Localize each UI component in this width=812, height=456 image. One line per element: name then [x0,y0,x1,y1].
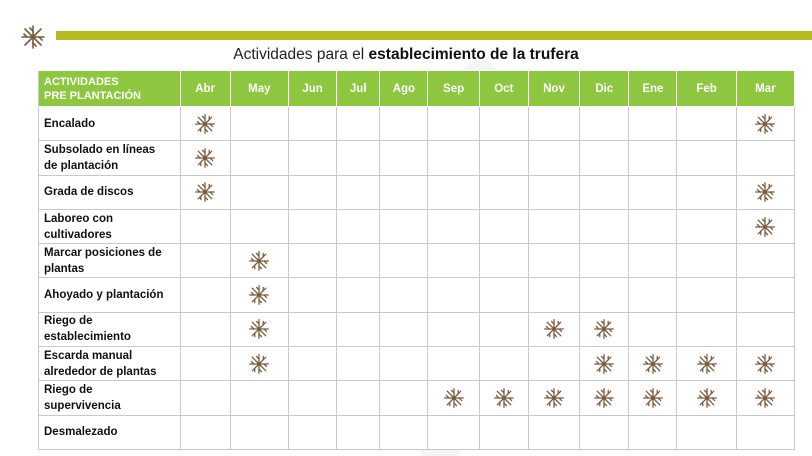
month-cell [677,244,736,278]
activity-label [39,278,181,312]
activity-label-line1: Riego de [44,315,93,328]
month-cell [380,141,428,175]
table-row [39,244,795,278]
truffle-root-icon [194,115,216,132]
truffle-root-icon [194,183,216,200]
month-cell [230,244,288,278]
month-cell [288,175,336,209]
header-month: Abr [180,71,230,107]
month-cell [629,312,677,346]
truffle-root-icon [754,218,776,235]
activity-label-line1: Riego de [44,384,93,397]
month-cell [230,347,288,381]
table-row [39,209,795,243]
month-cell [180,415,230,449]
table-row [39,141,795,175]
month-cell [428,312,479,346]
month-cell [230,175,288,209]
month-cell [428,415,479,449]
header-month: May [230,71,288,107]
truffle-root-icon [194,149,216,166]
activity-label [39,415,181,449]
truffle-root-icon [696,355,718,372]
month-cell [736,278,794,312]
month-cell [288,244,336,278]
month-cell [677,278,736,312]
month-cell [337,244,380,278]
truffle-root-icon [642,355,664,372]
activities-table [38,70,795,450]
month-cell [337,209,380,243]
month-cell [479,175,528,209]
activity-label [39,347,181,381]
table-row [39,312,795,346]
truffle-root-icon [248,286,270,303]
month-cell [528,209,579,243]
month-cell [677,415,736,449]
month-cell [677,107,736,141]
activity-label [39,381,181,415]
page-title [0,46,812,64]
activity-label [39,244,181,278]
month-cell [337,107,380,141]
month-cell [479,381,528,415]
month-cell [528,381,579,415]
activity-label-line2: plantas [44,262,85,275]
activity-label-line1: Escarda manual [44,349,133,362]
month-cell [337,312,380,346]
month-cell [230,278,288,312]
month-cell [528,175,579,209]
month-cell [288,415,336,449]
month-cell [230,381,288,415]
table-row [39,175,795,209]
month-cell [288,381,336,415]
month-cell [736,415,794,449]
month-cell [380,278,428,312]
month-cell [677,347,736,381]
activity-label-line2: supervivencia [44,400,121,413]
month-cell [428,278,479,312]
month-cell [180,244,230,278]
header-month: Ago [380,71,428,107]
month-cell [180,141,230,175]
month-cell [180,347,230,381]
activity-label-line1: Grada de discos [44,186,134,199]
header-month: Feb [677,71,736,107]
month-cell [479,312,528,346]
header-activities-line1: ACTIVIDADES [44,75,119,88]
truffle-root-icon [248,252,270,269]
month-cell [428,209,479,243]
month-cell [736,175,794,209]
month-cell [677,209,736,243]
month-cell [580,312,629,346]
month-cell [736,141,794,175]
month-cell [230,209,288,243]
truffle-root-icon [543,389,565,406]
title-bold: establecimiento de la trufera [368,46,579,63]
header-activities-line2: PRE PLANTACIÓN [44,89,141,102]
month-cell [677,141,736,175]
month-cell [528,347,579,381]
activity-label-line1: Desmalezado [44,426,118,439]
month-cell [337,278,380,312]
truffle-root-icon [593,389,615,406]
month-cell [528,244,579,278]
month-cell [479,278,528,312]
truffle-root-icon [754,389,776,406]
month-cell [736,312,794,346]
header-month: Ene [629,71,677,107]
month-cell [479,244,528,278]
activity-label-line1: Marcar posiciones de [44,246,162,259]
month-cell [528,278,579,312]
month-cell [428,141,479,175]
header-month: Sep [428,71,479,107]
activity-label-line2: establecimiento [44,331,131,344]
month-cell [380,175,428,209]
month-cell [528,415,579,449]
month-cell [479,209,528,243]
header-month: Jul [337,71,380,107]
activity-label [39,107,181,141]
truffle-root-icon [593,321,615,338]
month-cell [428,244,479,278]
header-month: Dic [580,71,629,107]
header-accent-bar [56,31,812,40]
truffle-root-icon [543,321,565,338]
month-cell [479,347,528,381]
month-cell [629,244,677,278]
truffle-root-icon [248,355,270,372]
month-cell [288,312,336,346]
month-cell [230,415,288,449]
month-cell [380,107,428,141]
month-cell [288,107,336,141]
month-cell [629,415,677,449]
header-month: Oct [479,71,528,107]
month-cell [337,347,380,381]
month-cell [629,209,677,243]
month-cell [288,278,336,312]
header-month: Mar [736,71,794,107]
month-cell [528,107,579,141]
month-cell [580,209,629,243]
month-cell [230,312,288,346]
month-cell [380,381,428,415]
month-cell [580,347,629,381]
table-row [39,107,795,141]
month-cell [736,347,794,381]
activity-label [39,175,181,209]
month-cell [337,175,380,209]
month-cell [677,312,736,346]
truffle-root-icon [754,115,776,132]
truffle-root-icon [443,389,465,406]
month-cell [479,141,528,175]
activity-label-line2: alrededor de plantas [44,365,157,378]
month-cell [428,107,479,141]
month-cell [230,141,288,175]
month-cell [337,381,380,415]
month-cell [180,107,230,141]
activity-label [39,312,181,346]
table-row [39,381,795,415]
month-cell [380,244,428,278]
month-cell [580,415,629,449]
truffle-root-icon [754,355,776,372]
activity-label [39,209,181,243]
month-cell [629,107,677,141]
truffle-root-icon [754,183,776,200]
month-cell [479,107,528,141]
month-cell [580,141,629,175]
month-cell [677,381,736,415]
header-activities [39,71,181,107]
month-cell [288,347,336,381]
month-cell [180,312,230,346]
month-cell [479,415,528,449]
month-cell [230,107,288,141]
activity-label-line1: Ahoyado y plantación [44,289,164,302]
month-cell [629,175,677,209]
month-cell [180,209,230,243]
month-cell [288,209,336,243]
activity-label-line2: cultivadores [44,228,112,241]
month-cell [380,347,428,381]
month-cell [629,347,677,381]
month-cell [380,415,428,449]
table-row [39,278,795,312]
activity-label-line1: Laboreo con [44,212,114,225]
truffle-root-icon [248,321,270,338]
month-cell [736,209,794,243]
header-month: Jun [288,71,336,107]
header-row [39,71,795,107]
header-month: Nov [528,71,579,107]
month-cell [677,175,736,209]
activity-label-line2: de plantación [44,159,119,172]
month-cell [180,381,230,415]
table-row [39,415,795,449]
activity-label-line1: Subsolado en líneas [44,143,156,156]
table-row [39,347,795,381]
month-cell [629,381,677,415]
activity-label-line1: Encalado [44,117,96,130]
month-cell [580,175,629,209]
month-cell [337,141,380,175]
truffle-root-icon [493,389,515,406]
month-cell [337,415,380,449]
month-cell [629,278,677,312]
month-cell [180,278,230,312]
title-prefix: Actividades para el [233,46,365,63]
month-cell [288,141,336,175]
activity-label [39,141,181,175]
month-cell [380,209,428,243]
month-cell [380,312,428,346]
month-cell [580,381,629,415]
truffle-root-icon [642,389,664,406]
month-cell [580,244,629,278]
month-cell [428,175,479,209]
month-cell [528,141,579,175]
month-cell [528,312,579,346]
month-cell [629,141,677,175]
month-cell [736,107,794,141]
month-cell [428,381,479,415]
month-cell [428,347,479,381]
month-cell [580,107,629,141]
truffle-root-icon [696,389,718,406]
month-cell [180,175,230,209]
month-cell [580,278,629,312]
month-cell [736,381,794,415]
truffle-root-icon [593,355,615,372]
month-cell [736,244,794,278]
